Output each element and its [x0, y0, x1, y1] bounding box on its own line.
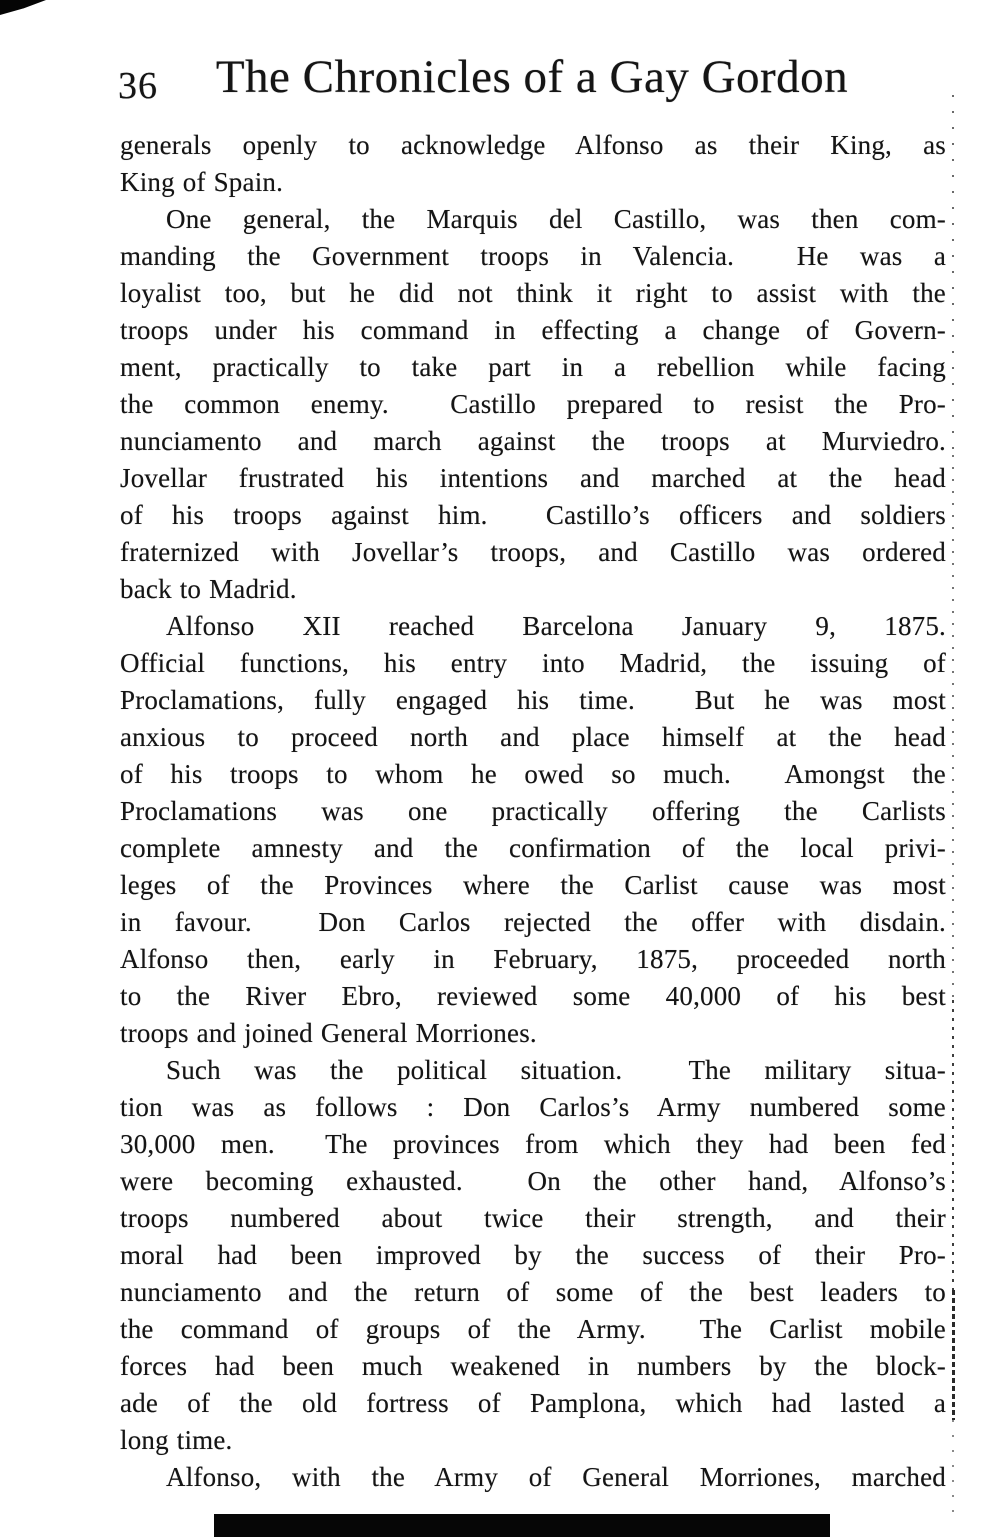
scan-line-artifact — [952, 95, 954, 455]
paragraph — [120, 1459, 946, 1496]
paragraph — [120, 201, 946, 608]
text-line: long time. — [120, 1425, 233, 1455]
text-line: One general, the Marquis del Castillo, was then com- — [166, 204, 946, 234]
text-line: manding the Government troops in Valencia. He was a — [120, 241, 946, 271]
page-header — [118, 50, 946, 112]
text-line: Proclamations, fully engaged his time. But he was most — [120, 685, 946, 715]
text-line: forces had been much weakened in numbers by the block- — [120, 1351, 946, 1381]
running-title: The Chronicles of a Gay Gordon — [215, 51, 849, 103]
text-line: moral had been improved by the success of their Pro- — [120, 1240, 946, 1270]
text-line: troops numbered about twice their strength, and their — [120, 1203, 946, 1233]
page-number: 36 — [118, 65, 158, 107]
text-line: Alfonso XII reached Barcelona January 9, 1875. — [166, 611, 946, 641]
text-line: Alfonso, with the Army of General Morriones, marched — [166, 1462, 946, 1492]
text-line: the common enemy. Castillo prepared to resist the Pro- — [120, 389, 946, 419]
text-line: Jovellar frustrated his intentions and marched at the head — [120, 463, 946, 493]
text-line: back to Madrid. — [120, 574, 297, 604]
text-line: Alfonso then, early in February, 1875, proceeded north — [120, 944, 946, 974]
scan-line-artifact — [952, 1000, 954, 1290]
scan-bottom-bar-artifact — [214, 1514, 830, 1537]
text-line: anxious to proceed north and place himself at the head — [120, 722, 946, 752]
text-line: in favour. Don Carlos rejected the offer with disdain. — [120, 907, 946, 937]
text-line: complete amnesty and the confirmation of the local privi- — [120, 833, 946, 863]
text-line: tion was as follows : Don Carlos’s Army numbered some — [120, 1092, 946, 1122]
paragraph — [120, 608, 946, 1052]
text-line: troops and joined General Morriones. — [120, 1018, 537, 1048]
paragraph — [120, 1052, 946, 1459]
text-line: King of Spain. — [120, 167, 284, 197]
scan-line-artifact — [952, 1290, 955, 1420]
text-line: Such was the political situation. The military situa- — [166, 1055, 946, 1085]
body-text — [120, 127, 946, 1496]
paragraph — [120, 127, 946, 201]
scan-corner-artifact — [0, 0, 46, 15]
scan-line-artifact — [952, 455, 954, 1000]
text-line: Proclamations was one practically offering the Carlists — [120, 796, 946, 826]
text-line: loyalist too, but he did not think it right to assist with the — [120, 278, 946, 308]
text-line: 30,000 men. The provinces from which they had been fed — [120, 1129, 946, 1159]
text-line: the command of groups of the Army. The Carlist mobile — [120, 1314, 946, 1344]
text-line: ment, practically to take part in a rebellion while facing — [120, 352, 946, 382]
text-line: leges of the Provinces where the Carlist cause was most — [120, 870, 946, 900]
text-line: troops under his command in effecting a change of Govern- — [120, 315, 946, 345]
text-line: of his troops to whom he owed so much. Amongst the — [120, 759, 946, 789]
text-line: nunciamento and the return of some of the best leaders to — [120, 1277, 946, 1307]
text-line: ade of the old fortress of Pamplona, which had lasted a — [120, 1388, 946, 1418]
text-line: were becoming exhausted. On the other hand, Alfonso’s — [120, 1166, 946, 1196]
text-line: fraternized with Jovellar’s troops, and Castillo was ordered — [120, 537, 946, 567]
scan-line-artifact — [952, 1420, 954, 1512]
text-line: of his troops against him. Castillo’s officers and soldiers — [120, 500, 946, 530]
text-line: generals openly to acknowledge Alfonso as their King, as — [120, 130, 946, 160]
text-line: Official functions, his entry into Madrid, the issuing of — [120, 648, 946, 678]
text-line: nunciamento and march against the troops at Murviedro. — [120, 426, 946, 456]
text-line: to the River Ebro, reviewed some 40,000 of his best — [120, 981, 946, 1011]
